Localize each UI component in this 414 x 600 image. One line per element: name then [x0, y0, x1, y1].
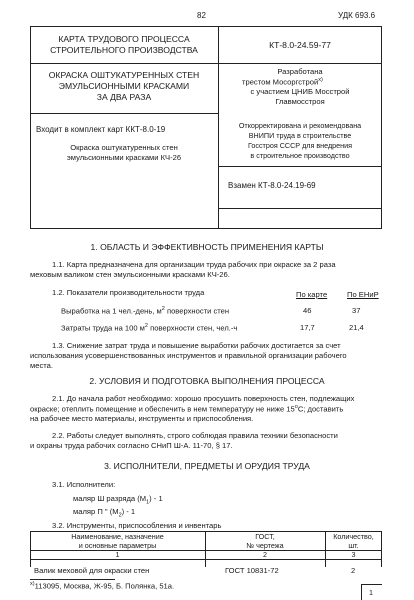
set-line3: эмульсионными красками КЧ-26 [66, 153, 182, 162]
footnote-rule [30, 579, 115, 580]
row1-card: 46 [303, 306, 312, 315]
table-num-1: 1 [115, 550, 120, 559]
card-title-line1: КАРТА ТРУДОВОГО ПРОЦЕССА [58, 34, 190, 44]
table-h3-line1: Количество, [333, 532, 374, 541]
table-row1-name: Валик меховой для окраски стен [34, 566, 150, 575]
p21-line2: окраске; отеплить помещение и обеспечить в нем температуру не ниже $15^оС$; доставить [30, 404, 344, 414]
card-title-line2: СТРОИТЕЛЬНОГО ПРОИЗВОДСТВА [50, 45, 198, 55]
row2-label: Затраты труда на 100 $м^2$ поверхности стен, чел.-ч [61, 323, 238, 333]
section2-title: 2. УСЛОВИЯ И ПОДГОТОВКА ВЫПОЛНЕНИЯ ПРОЦЕССА [89, 376, 325, 386]
table-h2-line1: ГОСТ, [255, 532, 275, 541]
page-number: 82 [197, 11, 206, 20]
work-title-line3: ЗА ДВА РАЗА [96, 92, 152, 102]
row1-enir: 37 [352, 306, 361, 315]
approved-line3: Госстроя СССР для внедрения [247, 141, 353, 150]
p13-line3: места. [30, 361, 53, 370]
p11-line1: 1.1. Карта предназначена для организации труда рабочих при окраске за 2 раза [52, 260, 336, 269]
set-line1: Входит в комплект карт ККТ-8.0-19 [36, 125, 166, 134]
footnote: $^{x)}$113095, Москва, Ж-95, Б. Полянка, 51а. [30, 581, 175, 591]
approved-line4: в строительное производство [250, 151, 350, 160]
table-h2-line2: № чертежа [246, 541, 284, 550]
row2-enir: 21,4 [349, 323, 364, 332]
worker2: маляр П " $(М_2) - 1$ [73, 507, 136, 519]
table-num-2: 2 [263, 550, 267, 559]
p22-line1: 2.2. Работы следует выполнять, строго соблюдая правила техники безопасности [52, 431, 338, 440]
developed-line3: с участием ЦНИБ Мосстрой [250, 87, 350, 96]
set-line2: Окраска оштукатуренных стен [70, 143, 178, 152]
work-title-line2: ЭМУЛЬСИОННЫМИ КРАСКАМИ [58, 81, 190, 91]
p11-line2: меховым валиком стен эмульсионными красками КЧ-26. [30, 270, 230, 279]
p21-line1: 2.1. До начала работ необходимо: хорошо просушить поверхность стен, подлежащих [52, 394, 355, 403]
table-number-rule [30, 559, 382, 560]
header-rule-5 [218, 208, 382, 209]
p31: 3.1. Исполнители: [52, 480, 116, 489]
developed-line4: Главмосстроя [275, 97, 325, 106]
p12: 1.2. Показатели производительности труда [52, 288, 205, 297]
p32: 3.2. Инструменты, приспособления и инвентарь [52, 521, 222, 530]
replaces: Взамен КТ-8.0-24.19-69 [228, 181, 316, 190]
developed-line2: трестом Мосоргстрой$^{x)}$ [242, 77, 323, 87]
table-h1-line1: Наименование, назначение [71, 532, 164, 541]
approved-line1: Откорректирована и рекомендована [238, 121, 362, 130]
card-code: КТ-8.0-24.59-77 [269, 40, 331, 50]
p13-line1: 1.3. Снижение затрат труда и повышение выработки рабочих достигается за счет [52, 341, 341, 350]
row2-card: 17,7 [300, 323, 315, 332]
header-rule-4 [218, 166, 382, 167]
p13-line2: использования усовершенствованных инструментов и правильной организации рабочего [30, 351, 347, 360]
table-row1-gost: ГОСТ 10831-72 [225, 566, 279, 575]
udk-code: УДК 693.6 [338, 11, 376, 20]
table-h1-line2: и основные параметры [78, 541, 157, 550]
row1-label: Выработка на 1 чел.-день, $м^2$ поверхности стен [61, 306, 230, 316]
corner-number: 1 [369, 588, 373, 597]
corner-mark-top [361, 584, 382, 585]
p21-line3: на рабочее место материалы, инструменты и приспособления. [30, 414, 254, 423]
section1-title: 1. ОБЛАСТЬ И ЭФФЕКТИВНОСТЬ ПРИМЕНЕНИЯ КАРТЫ [90, 242, 324, 252]
header-rule-3 [218, 63, 382, 64]
header-rule-1 [30, 63, 218, 64]
table-num-3: 3 [351, 550, 356, 559]
section3-title: 3. ИСПОЛНИТЕЛИ, ПРЕДМЕТЫ И ОРУДИЯ ТРУДА [104, 461, 310, 471]
col-by-enir: По ЕНиР [347, 290, 379, 299]
worker1: маляр Ш разряда $(М_1) - 1$ [73, 494, 163, 506]
approved-line2: ВНИПИ труда в строительстве [248, 131, 352, 140]
table-h3-line2: шт. [348, 541, 359, 550]
p22-line2: и охраны труда рабочих согласно СНиП Ш-А. 11-70, § 17. [30, 441, 233, 450]
table-row1-qty: 2 [351, 566, 356, 575]
developed-line1: Разработана [277, 67, 323, 76]
corner-mark-left [361, 584, 362, 600]
header-rule-2 [30, 113, 218, 114]
col-by-card: По карте [296, 290, 328, 299]
work-title-line1: ОКРАСКА ОШТУКАТУРЕННЫХ СТЕН [48, 70, 200, 80]
